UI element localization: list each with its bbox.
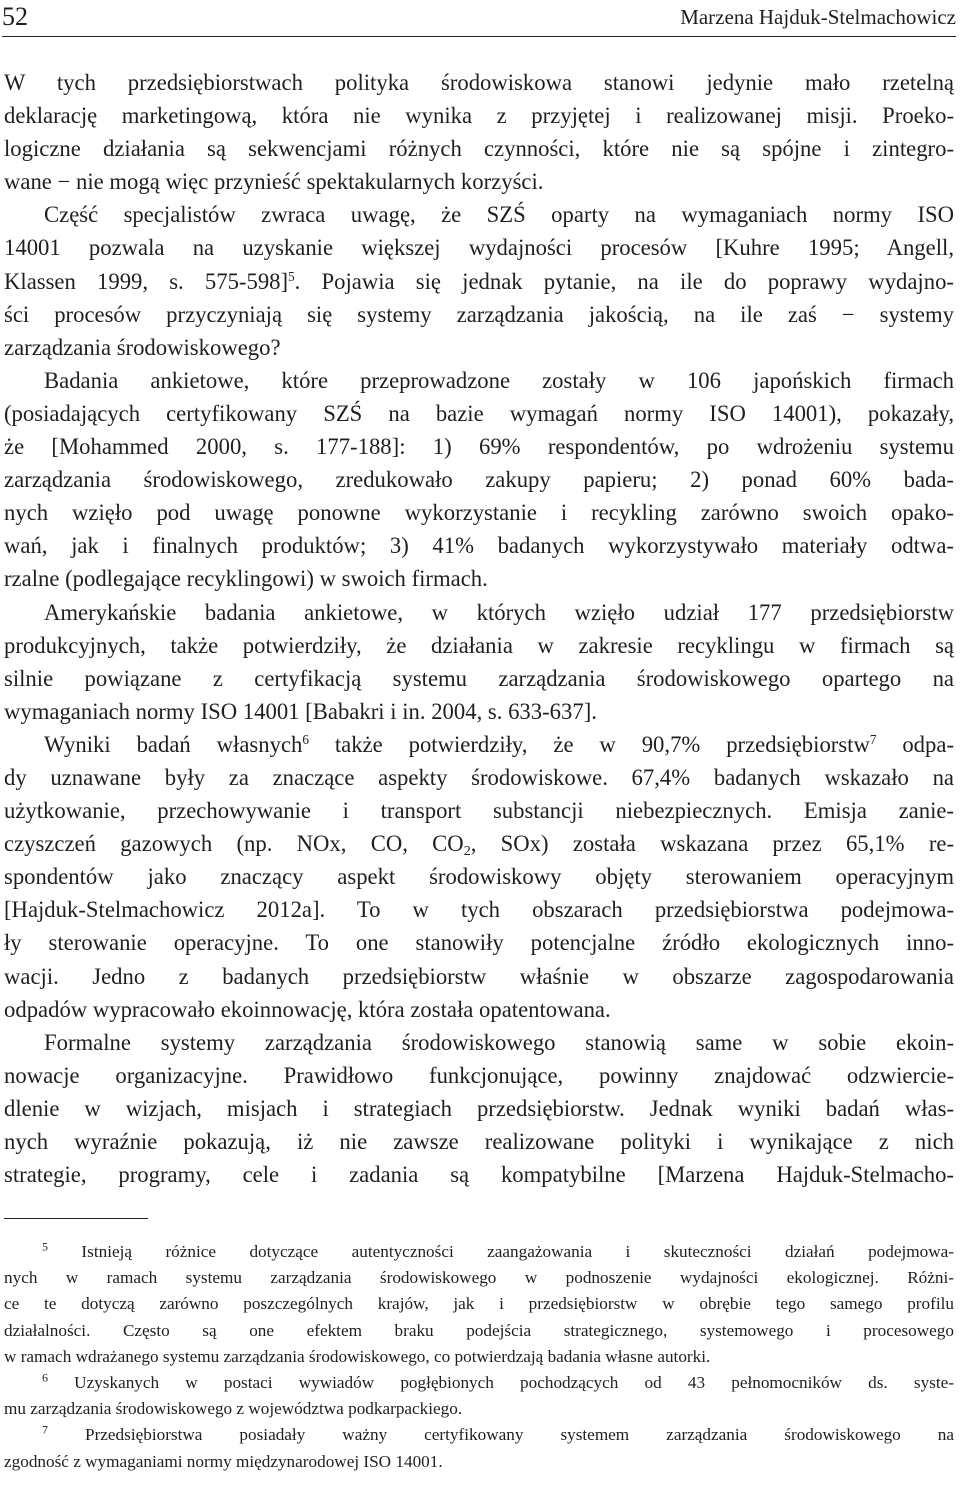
line-text: zarządzania środowiskowego? <box>4 334 281 360</box>
page-number: 52 <box>2 2 28 31</box>
line-text: ły sterowanie operacyjne. To one stanowiły potencjalne źródło ekologicznych inno- <box>4 930 954 956</box>
line-text: , SOx) została wskazana przez 65,1% re- <box>470 831 954 857</box>
footnote-line <box>4 1318 954 1344</box>
line-text: Amerykańskie badania ankietowe, w których wzięło udział 177 przedsiębiorstw <box>44 599 954 625</box>
body-line <box>4 629 954 662</box>
line-text: Wyniki badań własnych <box>44 731 303 757</box>
footnote-text: zgodność z wymaganiami normy międzynarodowej ISO 14001. <box>4 1451 443 1471</box>
line-text: deklarację marketingową, która nie wynika z przyjętej i realizowanej misji. Proeko- <box>4 103 954 129</box>
line-text: ści procesów przyczyniają się systemy zarządzania jakością, na ile zaś − systemy <box>4 301 954 327</box>
body-line <box>4 1092 954 1125</box>
line-text: nowacje organizacyjne. Prawidłowo funkcjonujące, powinny znajdować odzwiercie- <box>4 1062 954 1088</box>
line-text: nych wyraźnie pokazują, iż nie zawsze realizowane polityki i wynikające z nich <box>4 1129 954 1154</box>
line-text: [Hajduk-Stelmachowicz 2012a]. To w tych obszarach przedsiębiorstwa podejmowa- <box>4 897 954 923</box>
body-line <box>4 562 954 595</box>
line-text: że [Mohammed 2000, s. 177-188]: 1) 69% respondentów, po wdrożeniu systemu <box>4 434 954 460</box>
line-text: czyszczeń gazowych (np. NOx, CO, CO <box>4 831 464 857</box>
footnote-line <box>4 1239 954 1265</box>
line-text: odpa- <box>876 731 954 757</box>
footnote-line <box>4 1370 954 1396</box>
line-text: wacji. Jedno z badanych przedsiębiorstw właśnie w obszarze zagospodarowania <box>4 963 954 989</box>
body-line <box>4 331 954 364</box>
body-line <box>4 364 954 397</box>
line-text: dy uznawane były za znaczące aspekty środowiskowe. 67,4% badanych wskazało na <box>4 764 954 790</box>
body-line <box>4 893 954 926</box>
body-line <box>4 1125 954 1158</box>
footnote-line <box>4 1422 954 1448</box>
body-line <box>4 198 954 231</box>
footnote-line <box>4 1291 954 1317</box>
line-text: produkcyjnych, także potwierdziły, że działania w zakresie recyklingu w firmach są <box>4 632 954 658</box>
line-text: logiczne działania są sekwencjami różnych czynności, które nie są spójne i zintegro- <box>4 136 954 162</box>
body-line <box>4 695 954 728</box>
body-line <box>4 1158 954 1191</box>
footnote-text: w ramach wdrażanego systemu zarządzania środowiskowego, co potwierdzają badania własne autorki. <box>4 1346 711 1366</box>
footnote-number: 6 <box>42 1370 48 1385</box>
page-header <box>2 0 956 36</box>
line-text: odpadów wypracowało ekoinnowację, która została opatentowana. <box>4 996 611 1022</box>
line-text: użytkowanie, przechowywanie i transport substancji niebezpiecznych. Emisja zanie- <box>4 798 954 824</box>
line-text: wań, jak i finalnych produktów; 3) 41% badanych wykorzystywało materiały odtwa- <box>4 533 954 559</box>
body-line <box>4 265 954 298</box>
footnote-text: mu zarządzania środowiskowego z województwa podkarpackiego. <box>4 1399 463 1419</box>
body-text <box>4 66 954 1191</box>
body-line <box>4 529 954 562</box>
body-line <box>4 430 954 463</box>
line-text: W tych przedsiębiorstwach polityka środowiskowa stanowi jedynie mało rzetelną <box>4 70 954 95</box>
line-text: strategie, programy, cele i zadania są kompatybilne [Marzena Hajduk-Stelmacho- <box>4 1162 954 1188</box>
line-text: Część specjalistów zwraca uwagę, że SZŚ oparty na wymaganiach normy ISO <box>44 202 954 228</box>
line-text: 14001 pozwala na uzyskanie większej wydajności procesów [Kuhre 1995; Angell, <box>4 235 954 261</box>
line-text: wymaganiach normy ISO 14001 [Babakri i in. 2004, s. 633-637]. <box>4 698 597 724</box>
header-rule <box>2 36 956 37</box>
line-text: zarządzania środowiskowego, zredukowało zakupy papieru; 2) ponad 60% bada- <box>4 467 954 493</box>
line-text: silnie powiązane z certyfikacją systemu zarządzania środowiskowego opartego na <box>4 665 954 691</box>
line-text: dlenie w wizjach, misjach i strategiach przedsiębiorstw. Jednak wyniki badań włas- <box>4 1095 954 1121</box>
body-line <box>4 463 954 496</box>
footnote-text: Przedsiębiorstwa posiadały ważny certyfikowany systemem zarządzania środowiskowego na <box>48 1425 954 1445</box>
footnote-text: działalności. Często są one efektem braku podejścia strategicznego, systemowego i procesowego <box>4 1320 954 1340</box>
line-text: Badania ankietowe, które przeprowadzone zostały w 106 japońskich firmach <box>44 367 954 393</box>
body-line <box>4 860 954 893</box>
body-line <box>4 662 954 695</box>
line-text: spondentów jako znaczący aspekt środowiskowy objęty sterowaniem operacyjnym <box>4 864 954 890</box>
line-text: także potwierdziły, że w 90,7% przedsiębiorstw <box>308 731 870 757</box>
body-line <box>4 761 954 794</box>
body-line <box>4 298 954 331</box>
footnote-text: Uzyskanych w postaci wywiadów pogłębionych pochodzących od 43 pełnomocników ds. syste- <box>48 1372 954 1392</box>
line-text: Klassen 1999, s. 575-598] <box>4 268 289 294</box>
line-text: wane − nie mogą więc przynieść spektakularnych korzyści. <box>4 169 544 195</box>
footnote-line <box>4 1344 954 1370</box>
body-line <box>4 231 954 264</box>
body-line <box>4 397 954 430</box>
footnotes <box>4 1239 954 1475</box>
body-line <box>4 99 954 132</box>
footnote-number: 7 <box>42 1422 48 1437</box>
footnote-line <box>4 1396 954 1422</box>
subscript: 2 <box>463 843 471 860</box>
body-line <box>4 728 954 761</box>
footnote-reference: 5 <box>288 268 295 284</box>
footnote-text: ce te dotyczą zarówno poszczególnych krajów, jak i przedsiębiorstw w obrębie tego samego profilu <box>4 1294 954 1314</box>
footnote-reference: 6 <box>302 731 309 747</box>
body-line <box>4 596 954 629</box>
body-line <box>4 165 954 198</box>
body-line <box>4 993 954 1026</box>
line-text: Formalne systemy zarządzania środowiskowego stanowią same w sobie ekoin- <box>44 1029 954 1055</box>
footnote-text: nych w ramach systemu zarządzania środowiskowego w podnoszenie wydajności ekologicznej. Różni- <box>4 1268 954 1288</box>
body-line <box>4 66 954 99</box>
line-text: nych wzięło pod uwagę ponowne wykorzystanie i recykling zarówno swoich opako- <box>4 500 954 526</box>
footnote-separator <box>4 1218 148 1219</box>
body-line <box>4 132 954 165</box>
body-line <box>4 794 954 827</box>
line-text: rzalne (podlegające recyklingowi) w swoich firmach. <box>4 566 488 592</box>
line-text: (posiadających certyfikowany SZŚ na bazie wymagań normy ISO 14001), pokazały, <box>4 400 954 426</box>
footnote-line <box>4 1265 954 1291</box>
running-head-author: Marzena Hajduk-Stelmachowicz <box>680 5 956 29</box>
body-line <box>4 496 954 529</box>
body-line <box>4 960 954 993</box>
footnote-text: Istnieją różnice dotyczące autentyczności zaangażowania i skuteczności działań podejmowa- <box>48 1242 954 1261</box>
body-line <box>4 1026 954 1059</box>
footnote-number: 5 <box>42 1239 48 1254</box>
line-text: . Pojawia się jednak pytanie, na ile do poprawy wydajno- <box>294 268 954 294</box>
footnote-reference: 7 <box>869 731 877 747</box>
body-line <box>4 827 954 860</box>
body-line <box>4 1059 954 1092</box>
body-line <box>4 926 954 959</box>
footnote-line <box>4 1449 954 1475</box>
